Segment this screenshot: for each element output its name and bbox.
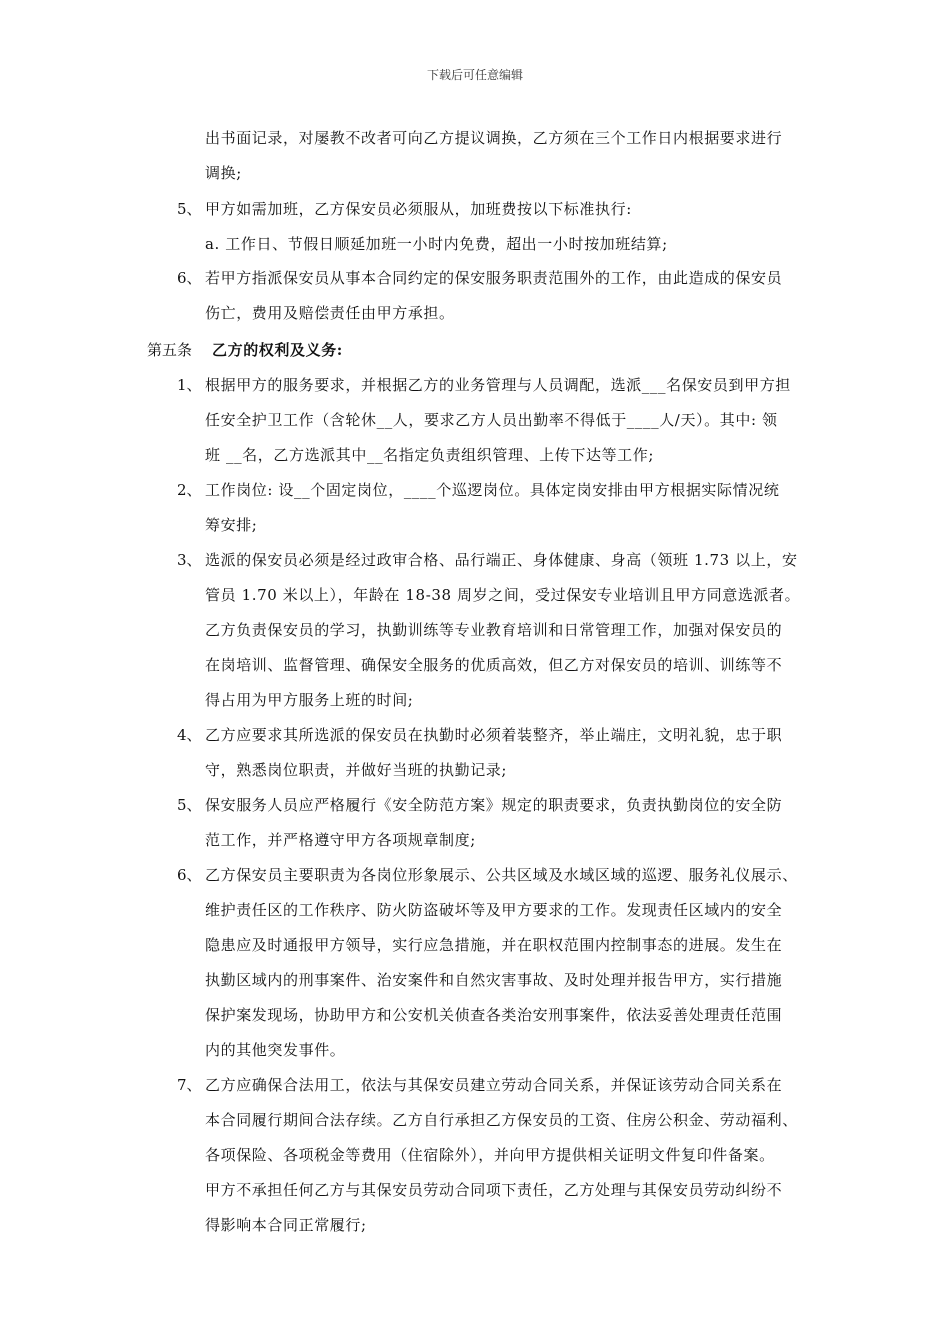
item-number: 2、 (177, 481, 202, 499)
item-number: 5、 (177, 200, 202, 218)
article-title: 乙方的权利及义务: (212, 341, 343, 359)
paragraph-line: 在岗培训、监督管理、确保安全服务的优质高效，但乙方对保安员的培训、训练等不 (205, 656, 783, 674)
paragraph-line: 各项保险、各项税金等费用（住宿除外），并向甲方提供相关证明文件复印件备案。 (205, 1146, 775, 1164)
paragraph-line: 维护责任区的工作秩序、防火防盗破坏等及甲方要求的工作。发现责任区域内的安全 (205, 901, 783, 919)
paragraph-line: 伤亡，费用及赔偿责任由甲方承担。 (205, 304, 455, 322)
item-number: 1、 (177, 376, 202, 394)
paragraph-line: 保安服务人员应严格履行《安全防范方案》规定的职责要求，负责执勤岗位的安全防 (205, 796, 783, 814)
paragraph-line: 选派的保安员必须是经过政审合格、品行端正、身体健康、身高（领班 1.73 以上，安 (205, 551, 798, 569)
page-header: 下载后可任意编辑 (426, 68, 523, 82)
item-number: 3、 (177, 551, 202, 569)
paragraph-line: 班 __名，乙方选派其中__名指定负责组织管理、上传下达等工作; (205, 446, 655, 464)
paragraph-line: 根据甲方的服务要求，并根据乙方的业务管理与人员调配，选派___名保安员到甲方担 (205, 376, 791, 394)
paragraph-line: 甲方如需加班，乙方保安员必须服从，加班费按以下标准执行: (205, 200, 632, 218)
sub-item-line: a. 工作日、节假日顺延加班一小时内免费，超出一小时按加班结算; (205, 235, 668, 253)
item-number: 7、 (177, 1076, 202, 1094)
paragraph-line: 调换; (205, 164, 242, 182)
paragraph-line: 守，熟悉岗位职责，并做好当班的执勤记录; (205, 761, 508, 779)
paragraph-line: 出书面记录，对屡教不改者可向乙方提议调换，乙方须在三个工作日内根据要求进行 (205, 129, 783, 147)
article-label: 第五条 (147, 341, 193, 359)
paragraph-line: 任安全护卫工作（含轮休__人，要求乙方人员出勤率不得低于____人/天）。其中: 领 (205, 411, 778, 429)
paragraph-line: 得影响本合同正常履行; (205, 1216, 367, 1234)
paragraph-line: 管员 1.70 米以上），年龄在 18-38 周岁之间，受过保安专业培训且甲方同意选派者。 (205, 586, 801, 604)
paragraph-line: 隐患应及时通报甲方领导，实行应急措施，并在职权范围内控制事态的进展。发生在 (205, 936, 783, 954)
paragraph-line: 筹安排; (205, 516, 258, 534)
paragraph-line: 若甲方指派保安员从事本合同约定的保安服务职责范围外的工作，由此造成的保安员 (205, 269, 783, 287)
paragraph-line: 乙方保安员主要职责为各岗位形象展示、公共区域及水域区域的巡逻、服务礼仪展示、 (205, 866, 798, 884)
paragraph-line: 本合同履行期间合法存续。乙方自行承担乙方保安员的工资、住房公积金、劳动福利、 (205, 1111, 798, 1129)
paragraph-line: 范工作，并严格遵守甲方各项规章制度; (205, 831, 476, 849)
item-number: 6、 (177, 269, 202, 287)
paragraph-line: 执勤区域内的刑事案件、治安案件和自然灾害事故、及时处理并报告甲方，实行措施 (205, 971, 783, 989)
item-number: 5、 (177, 796, 202, 814)
paragraph-line: 工作岗位: 设__个固定岗位，____个巡逻岗位。具体定岗安排由甲方根据实际情况统 (205, 481, 780, 499)
paragraph-line: 乙方负责保安员的学习，执勤训练等专业教育培训和日常管理工作，加强对保安员的 (205, 621, 783, 639)
paragraph-line: 乙方应确保合法用工，依法与其保安员建立劳动合同关系，并保证该劳动合同关系在 (205, 1076, 783, 1094)
paragraph-line: 甲方不承担任何乙方与其保安员劳动合同项下责任，乙方处理与其保安员劳动纠纷不 (205, 1181, 783, 1199)
paragraph-line: 得占用为甲方服务上班的时间; (205, 691, 414, 709)
item-number: 6、 (177, 866, 202, 884)
item-number: 4、 (177, 726, 202, 744)
paragraph-line: 保护案发现场，协助甲方和公安机关侦查各类治安刑事案件，依法妥善处理责任范围 (205, 1006, 783, 1024)
paragraph-line: 内的其他突发事件。 (205, 1041, 346, 1059)
paragraph-line: 乙方应要求其所选派的保安员在执勤时必须着装整齐，举止端庄，文明礼貌，忠于职 (205, 726, 783, 744)
